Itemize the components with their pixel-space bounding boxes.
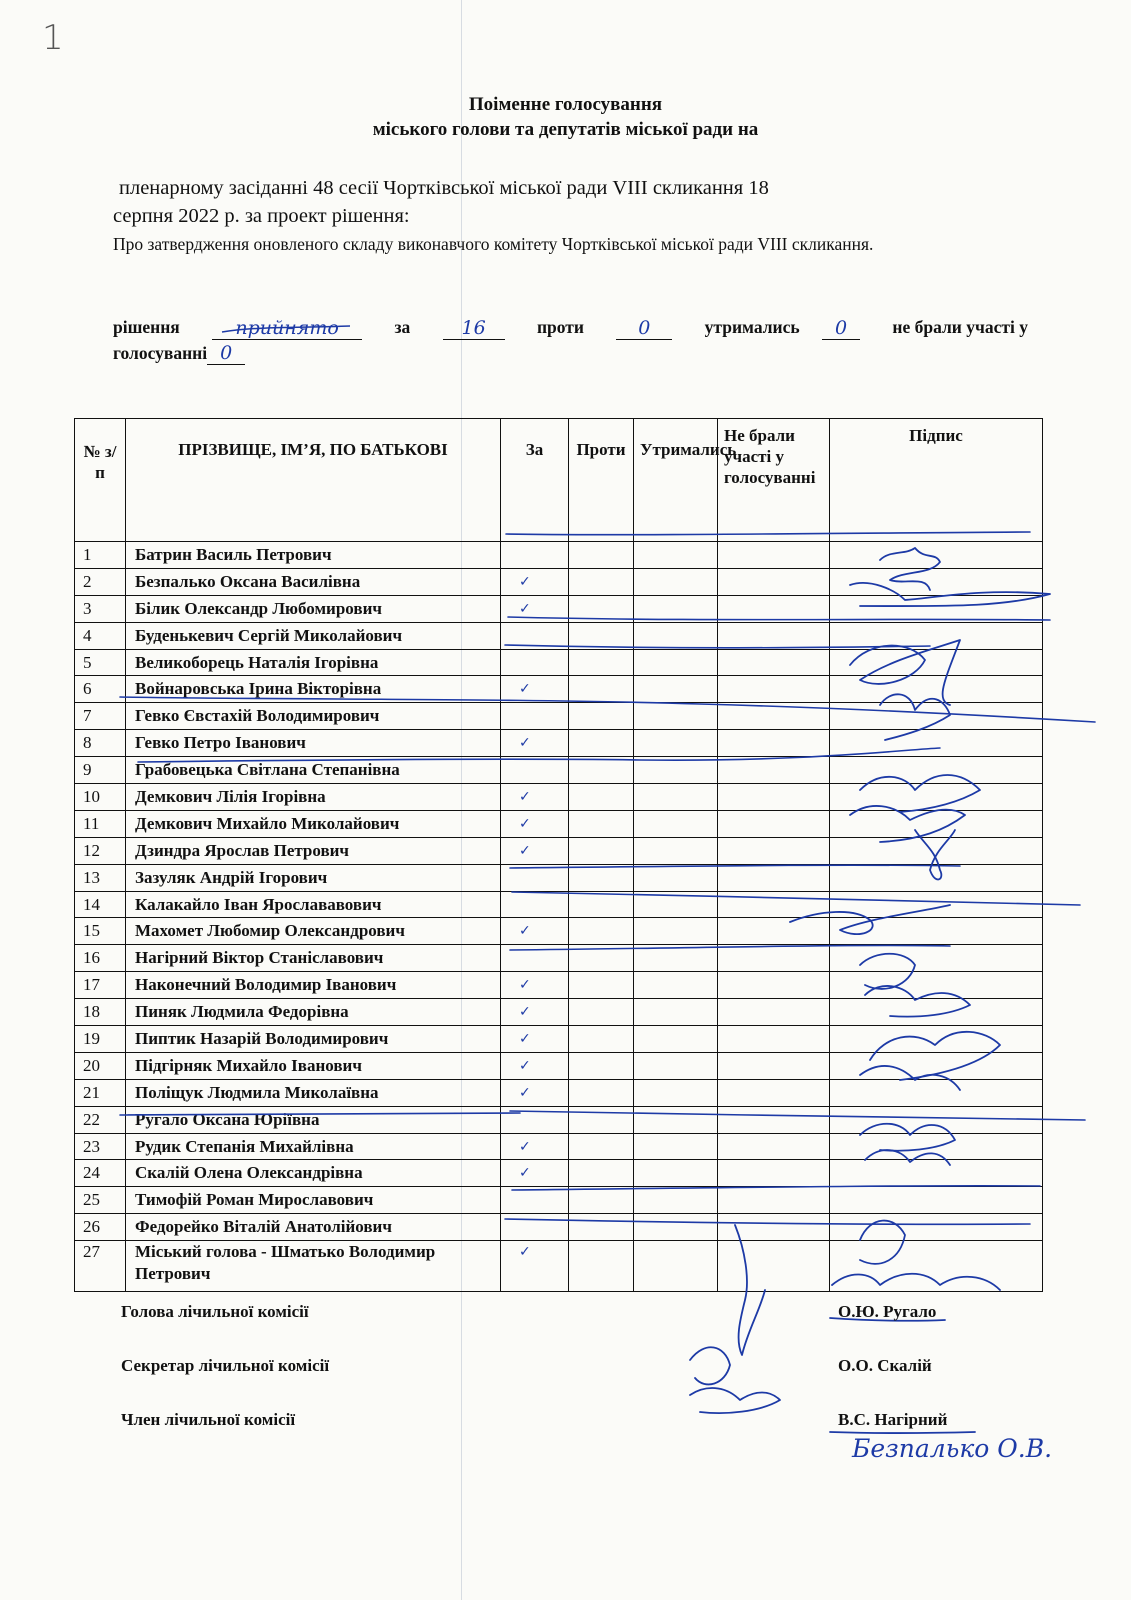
member-name-strike [830, 1432, 975, 1433]
vote-against-cell [569, 595, 634, 622]
vote-for-mark: ✓ [501, 1079, 569, 1106]
signature-cell [830, 757, 1043, 784]
vote-for-mark: ✓ [501, 595, 569, 622]
signature-cell [830, 999, 1043, 1026]
not-participated-cell [718, 649, 830, 676]
not-participated-cell [718, 622, 830, 649]
table-row [75, 757, 1043, 784]
signature-cell [830, 730, 1043, 757]
vote-for-mark [501, 864, 569, 891]
vote-abstained-cell [634, 891, 718, 918]
not-participated-cell [718, 1052, 830, 1079]
vote-abstained-cell [634, 595, 718, 622]
table-row [75, 1214, 1043, 1241]
signature-cell [830, 1052, 1043, 1079]
table-row [75, 542, 1043, 569]
vote-for-mark: ✓ [501, 1052, 569, 1079]
vote-abstained-cell [634, 1160, 718, 1187]
vote-against-cell [569, 891, 634, 918]
header-signature: Підпис [830, 419, 1043, 542]
not-participated-cell [718, 918, 830, 945]
handwritten-member-name: Безпалько О.В. [852, 1434, 1053, 1463]
not-participated-cell [718, 1026, 830, 1053]
table-row [75, 784, 1043, 811]
signature-cell [830, 837, 1043, 864]
title-line-1: Поіменне голосування [468, 94, 663, 115]
member-name: В.С. Нагірний [838, 1410, 948, 1429]
row-number: 18 [75, 999, 126, 1026]
vote-against-cell [569, 568, 634, 595]
vote-table [74, 418, 1043, 1292]
vote-abstained-cell [634, 1026, 718, 1053]
deputy-name: Нагірний Віктор Станіславович [126, 945, 501, 972]
deputy-name: Зазуляк Андрій Ігорович [126, 864, 501, 891]
vote-against-cell [569, 945, 634, 972]
not-participated-cell [718, 837, 830, 864]
deputy-name: Скалій Олена Олександрівна [126, 1160, 501, 1187]
deputy-name: Демкович Лілія Ігорівна [126, 784, 501, 811]
vote-abstained-cell [634, 864, 718, 891]
vote-for-mark: ✓ [501, 1160, 569, 1187]
vote-for-mark [501, 1187, 569, 1214]
deputy-name: Гевко Євстахій Володимирович [126, 703, 501, 730]
table-row [75, 568, 1043, 595]
deputy-name: Гевко Петро Іванович [126, 730, 501, 757]
row-number: 8 [75, 730, 126, 757]
vote-for-mark [501, 1106, 569, 1133]
not-participated-cell [718, 945, 830, 972]
row-number: 16 [75, 945, 126, 972]
signature-cell [830, 1241, 1043, 1292]
signature-cell [830, 972, 1043, 999]
signature-cell [830, 1133, 1043, 1160]
vote-abstained-cell [634, 703, 718, 730]
signature-cell [830, 703, 1043, 730]
not-participated-cell [718, 1160, 830, 1187]
row-number: 6 [75, 676, 126, 703]
vote-for-mark: ✓ [501, 999, 569, 1026]
signature-cell [830, 542, 1043, 569]
not-participated-value: 0 [207, 342, 245, 365]
table-row [75, 1241, 1043, 1292]
vote-for-mark: ✓ [501, 784, 569, 811]
header-not-participated: Не брали участі у голосуванні [718, 419, 830, 542]
row-number: 12 [75, 837, 126, 864]
not-participated-cell [718, 999, 830, 1026]
row-number: 24 [75, 1160, 126, 1187]
row-number: 4 [75, 622, 126, 649]
table-row [75, 864, 1043, 891]
signature-cell [830, 676, 1043, 703]
row-number: 1 [75, 542, 126, 569]
table-row [75, 1052, 1043, 1079]
row-number: 17 [75, 972, 126, 999]
table-row [75, 1079, 1043, 1106]
deputy-name: Великоборець Наталія Ігорівна [126, 649, 501, 676]
table-row [75, 1026, 1043, 1053]
deputy-name: Батрин Василь Петрович [126, 542, 501, 569]
row-number: 7 [75, 703, 126, 730]
signature-cell [830, 1026, 1043, 1053]
commission-member [121, 1410, 1001, 1430]
row-number: 9 [75, 757, 126, 784]
abstained-value: 0 [822, 317, 860, 340]
header-abstained: Утримались [634, 419, 718, 542]
vote-for-mark [501, 891, 569, 918]
vote-against-cell [569, 864, 634, 891]
vote-for-mark [501, 1214, 569, 1241]
header-num: № з/п [75, 419, 126, 542]
vote-for-mark: ✓ [501, 1026, 569, 1053]
table-row [75, 1106, 1043, 1133]
vote-against-cell [569, 703, 634, 730]
not-participated-cell [718, 1214, 830, 1241]
secretary-label: Секретар лічильної комісії [121, 1356, 330, 1375]
against-value: 0 [616, 317, 672, 340]
table-row [75, 810, 1043, 837]
deputy-name: Пиптик Назарій Володимирович [126, 1026, 501, 1053]
abstained-label: утримались [704, 317, 800, 337]
for-value: 16 [443, 317, 505, 340]
signature-cell [830, 1160, 1043, 1187]
signature-cell [830, 1106, 1043, 1133]
vote-for-mark [501, 757, 569, 784]
signature-cell [830, 568, 1043, 595]
not-participated-cell [718, 676, 830, 703]
chair-name: О.Ю. Ругало [838, 1302, 937, 1321]
signature-cell [830, 595, 1043, 622]
vote-against-cell [569, 1187, 634, 1214]
row-number: 19 [75, 1026, 126, 1053]
row-number: 25 [75, 1187, 126, 1214]
deputy-name: Буденькевич Сергій Миколайович [126, 622, 501, 649]
vote-against-cell [569, 730, 634, 757]
vote-against-cell [569, 1241, 634, 1292]
row-number: 26 [75, 1214, 126, 1241]
commission-chair [121, 1302, 1001, 1322]
vote-abstained-cell [634, 542, 718, 569]
session-info [113, 174, 1028, 230]
vote-abstained-cell [634, 810, 718, 837]
vote-abstained-cell [634, 1241, 718, 1292]
vote-abstained-cell [634, 676, 718, 703]
vote-against-cell [569, 810, 634, 837]
table-row [75, 703, 1043, 730]
not-participated-cell [718, 784, 830, 811]
vote-against-cell [569, 1133, 634, 1160]
vote-for-mark: ✓ [501, 1241, 569, 1292]
not-participated-cell [718, 891, 830, 918]
table-row [75, 945, 1043, 972]
table-row [75, 1160, 1043, 1187]
table-row [75, 730, 1043, 757]
table-row [75, 1133, 1043, 1160]
row-number: 14 [75, 891, 126, 918]
not-participated-cell [718, 1079, 830, 1106]
vote-abstained-cell [634, 757, 718, 784]
row-number: 22 [75, 1106, 126, 1133]
signature-cell [830, 945, 1043, 972]
not-participated-label-2: голосуванні [113, 343, 208, 363]
signature-cell [830, 810, 1043, 837]
vote-abstained-cell [634, 945, 718, 972]
document-title [0, 92, 1131, 142]
not-participated-cell [718, 703, 830, 730]
vote-abstained-cell [634, 1187, 718, 1214]
not-participated-cell [718, 757, 830, 784]
row-number: 20 [75, 1052, 126, 1079]
vote-for-mark: ✓ [501, 1133, 569, 1160]
not-participated-cell [718, 542, 830, 569]
secretary-name: О.О. Скалій [838, 1356, 932, 1375]
vote-against-cell [569, 972, 634, 999]
row-number: 13 [75, 864, 126, 891]
vote-against-cell [569, 1079, 634, 1106]
signature-cell [830, 784, 1043, 811]
vote-against-cell [569, 1214, 634, 1241]
vote-against-cell [569, 1160, 634, 1187]
session-line-1: пленарному засіданні 48 сесії Чортківської міської ради VIII скликання 18 [119, 177, 769, 199]
row-number: 3 [75, 595, 126, 622]
not-participated-cell [718, 1241, 830, 1292]
row-number: 23 [75, 1133, 126, 1160]
not-participated-cell [718, 730, 830, 757]
vote-abstained-cell [634, 972, 718, 999]
row-number: 10 [75, 784, 126, 811]
header-against: Проти [569, 419, 634, 542]
deputy-name: Махомет Любомир Олександрович [126, 918, 501, 945]
not-participated-cell [718, 568, 830, 595]
row-number: 15 [75, 918, 126, 945]
signature-cell [830, 1187, 1043, 1214]
vote-abstained-cell [634, 1106, 718, 1133]
vote-against-cell [569, 542, 634, 569]
vote-abstained-cell [634, 999, 718, 1026]
deputy-name: Калакайло Іван Ярослававович [126, 891, 501, 918]
not-participated-cell [718, 1106, 830, 1133]
vote-for-mark [501, 945, 569, 972]
vote-abstained-cell [634, 1052, 718, 1079]
table-row [75, 891, 1043, 918]
vote-for-mark [501, 622, 569, 649]
decision-summary [113, 314, 1028, 366]
decision-label: рішення [113, 317, 180, 337]
vote-for-mark: ✓ [501, 568, 569, 595]
vote-abstained-cell [634, 784, 718, 811]
table-row [75, 622, 1043, 649]
table-row [75, 999, 1043, 1026]
signature-cell [830, 1079, 1043, 1106]
against-label: проти [536, 317, 584, 337]
vote-for-mark: ✓ [501, 730, 569, 757]
vote-abstained-cell [634, 622, 718, 649]
vote-against-cell [569, 757, 634, 784]
not-participated-cell [718, 1187, 830, 1214]
not-participated-cell [718, 595, 830, 622]
table-row [75, 649, 1043, 676]
vote-against-cell [569, 918, 634, 945]
page-number: 1 [42, 18, 64, 58]
vote-against-cell [569, 676, 634, 703]
table-row [75, 837, 1043, 864]
row-number: 11 [75, 810, 126, 837]
title-line-2: міського голови та депутатів міської ради на [372, 119, 759, 140]
vote-table-body [75, 542, 1043, 1292]
signature-cell [830, 622, 1043, 649]
vote-against-cell [569, 1106, 634, 1133]
not-participated-cell [718, 864, 830, 891]
vote-abstained-cell [634, 730, 718, 757]
table-row [75, 595, 1043, 622]
vote-for-mark: ✓ [501, 810, 569, 837]
deputy-name: Грабовецька Світлана Степанівна [126, 757, 501, 784]
row-number: 5 [75, 649, 126, 676]
vote-abstained-cell [634, 837, 718, 864]
vote-for-mark: ✓ [501, 918, 569, 945]
vote-against-cell [569, 1026, 634, 1053]
member-label: Член лічильної комісії [121, 1410, 296, 1429]
not-participated-cell [718, 1133, 830, 1160]
vote-against-cell [569, 784, 634, 811]
row-number: 2 [75, 568, 126, 595]
deputy-name: Дзиндра Ярослав Петрович [126, 837, 501, 864]
commission-secretary [121, 1356, 1001, 1376]
signature-cell [830, 649, 1043, 676]
deputy-name: Федорейко Віталій Анатолійович [126, 1214, 501, 1241]
vote-abstained-cell [634, 1079, 718, 1106]
vote-against-cell [569, 999, 634, 1026]
deputy-name: Пиняк Людмила Федорівна [126, 999, 501, 1026]
deputy-name: Білик Олександр Любомирович [126, 595, 501, 622]
deputy-name: Ругало Оксана Юріївна [126, 1106, 501, 1133]
signature-cell [830, 1214, 1043, 1241]
row-number: 21 [75, 1079, 126, 1106]
row-number: 27 [75, 1241, 126, 1292]
not-participated-label-1: не брали участі у [892, 317, 1028, 337]
deputy-name: Тимофій Роман Мирославович [126, 1187, 501, 1214]
table-header-row [75, 419, 1043, 542]
vote-against-cell [569, 1052, 634, 1079]
vote-for-mark [501, 703, 569, 730]
signature-cell [830, 891, 1043, 918]
not-participated-cell [718, 810, 830, 837]
chair-label: Голова лічильної комісії [121, 1302, 309, 1321]
vote-abstained-cell [634, 1214, 718, 1241]
decision-value: прийнято [212, 317, 362, 340]
deputy-name: Міський голова - Шматько Володимир Петрович [126, 1241, 501, 1292]
header-name: ПРІЗВИЩЕ, ІМ’Я, ПО БАТЬКОВІ [126, 419, 501, 542]
draft-decision-subject: Про затвердження оновленого складу виконавчого комітету Чортківської міської ради VIII скликання. [113, 234, 874, 254]
deputy-name: Наконечний Володимир Іванович [126, 972, 501, 999]
vote-abstained-cell [634, 568, 718, 595]
deputy-name: Войнаровська Ірина Вікторівна [126, 676, 501, 703]
deputy-name: Підгірняк Михайло Іванович [126, 1052, 501, 1079]
deputy-name: Поліщук Людмила Миколаївна [126, 1079, 501, 1106]
for-label: за [394, 317, 411, 337]
table-row [75, 676, 1043, 703]
header-for: За [501, 419, 569, 542]
vote-abstained-cell [634, 1133, 718, 1160]
vote-for-mark: ✓ [501, 972, 569, 999]
deputy-name: Демкович Михайло Миколайович [126, 810, 501, 837]
vote-against-cell [569, 622, 634, 649]
vote-abstained-cell [634, 918, 718, 945]
vote-against-cell [569, 649, 634, 676]
vote-for-mark: ✓ [501, 837, 569, 864]
table-row [75, 1187, 1043, 1214]
not-participated-cell [718, 972, 830, 999]
signature-cell [830, 864, 1043, 891]
vote-for-mark: ✓ [501, 676, 569, 703]
vote-abstained-cell [634, 649, 718, 676]
table-row [75, 972, 1043, 999]
vote-against-cell [569, 837, 634, 864]
vote-for-mark [501, 542, 569, 569]
deputy-name: Рудик Степанія Михайлівна [126, 1133, 501, 1160]
signature-cell [830, 918, 1043, 945]
deputy-name: Безпалько Оксана Василівна [126, 568, 501, 595]
table-row [75, 918, 1043, 945]
vote-for-mark [501, 649, 569, 676]
session-line-2: серпня 2022 р. за проект рішення: [113, 205, 410, 227]
